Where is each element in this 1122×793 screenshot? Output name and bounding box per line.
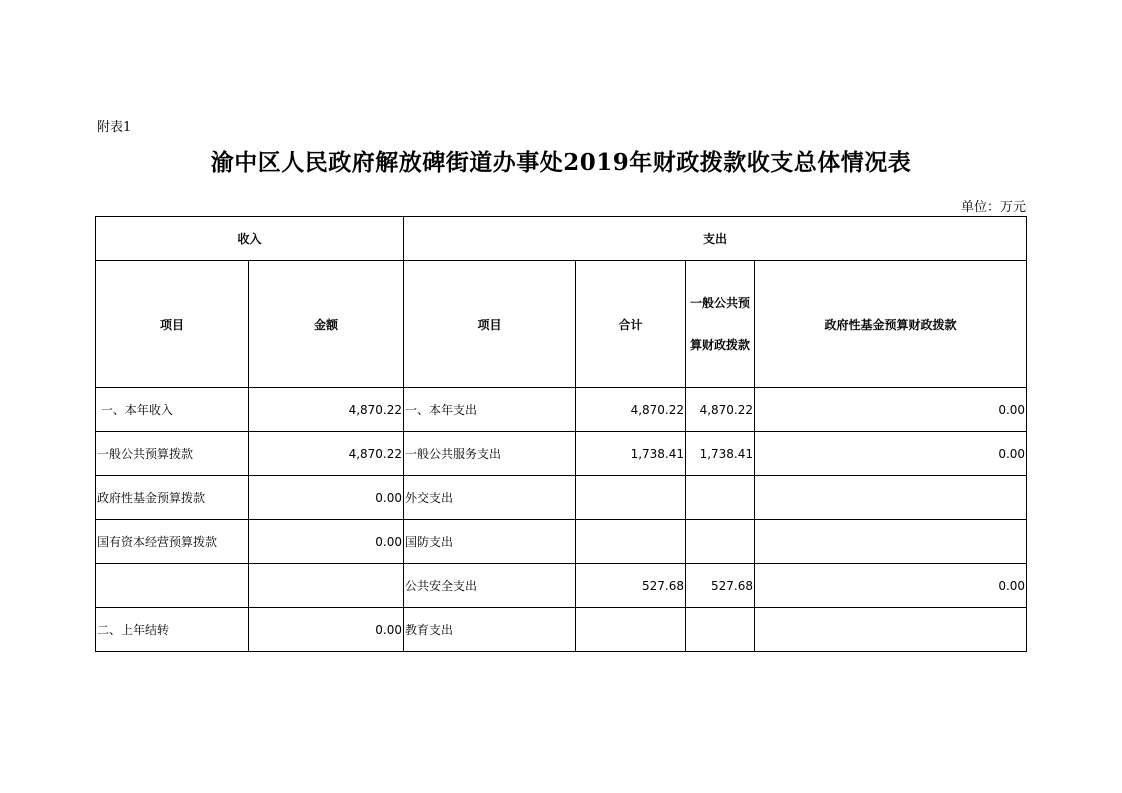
total-cell: [576, 520, 686, 564]
income-item-cell: 二、上年结转: [96, 608, 249, 652]
general-budget-cell: 1,738.41: [686, 432, 755, 476]
income-amount-header: 金额: [249, 261, 404, 388]
income-amount-cell: [249, 564, 404, 608]
gov-fund-cell: 0.00: [755, 388, 1027, 432]
income-amount-cell: 0.00: [249, 520, 404, 564]
income-amount-cell: 4,870.22: [249, 388, 404, 432]
income-item-cell: 一般公共预算拨款: [96, 432, 249, 476]
appendix-label: 附表1: [97, 120, 132, 135]
general-budget-cell: [686, 608, 755, 652]
income-item-cell: 国有资本经营预算拨款: [96, 520, 249, 564]
gov-fund-cell: 0.00: [755, 432, 1027, 476]
income-item-cell: 一、本年收入: [96, 388, 249, 432]
total-header: 合计: [576, 261, 686, 388]
income-group-header: 收入: [96, 217, 404, 261]
general-budget-cell: [686, 476, 755, 520]
income-amount-cell: 4,870.22: [249, 432, 404, 476]
group-header-row: [96, 217, 1027, 261]
general-budget-cell: 4,870.22: [686, 388, 755, 432]
table-row: [96, 476, 1027, 520]
expense-item-cell: 公共安全支出: [404, 564, 576, 608]
table-row: [96, 432, 1027, 476]
gov-fund-header: 政府性基金预算财政拨款: [755, 261, 1027, 388]
unit-label: 单位：万元: [960, 200, 1026, 215]
table-row: [96, 608, 1027, 652]
total-cell: [576, 476, 686, 520]
budget-table: [95, 216, 1027, 652]
income-amount-cell: 0.00: [249, 608, 404, 652]
income-item-cell: 政府性基金预算拨款: [96, 476, 249, 520]
table-row: [96, 520, 1027, 564]
expense-item-cell: 国防支出: [404, 520, 576, 564]
general-budget-cell: [686, 520, 755, 564]
expense-item-cell: 教育支出: [404, 608, 576, 652]
table-row: [96, 564, 1027, 608]
expense-item-cell: 一、本年支出: [404, 388, 576, 432]
table-row: [96, 388, 1027, 432]
gov-fund-cell: [755, 520, 1027, 564]
total-cell: 1,738.41: [576, 432, 686, 476]
general-budget-cell: 527.68: [686, 564, 755, 608]
total-cell: 4,870.22: [576, 388, 686, 432]
income-amount-cell: 0.00: [249, 476, 404, 520]
total-cell: [576, 608, 686, 652]
income-item-header: 项目: [96, 261, 249, 388]
expense-item-header: 项目: [404, 261, 576, 388]
gov-fund-cell: [755, 476, 1027, 520]
document-title: 渝中区人民政府解放碑街道办事处2019年财政拨款收支总体情况表: [210, 149, 912, 176]
expenditure-group-header: 支出: [404, 217, 1027, 261]
expense-item-cell: 外交支出: [404, 476, 576, 520]
column-header-row: [96, 261, 1027, 388]
general-budget-header: 一般公共预算财政拨款: [686, 261, 755, 388]
total-cell: 527.68: [576, 564, 686, 608]
gov-fund-cell: [755, 608, 1027, 652]
expense-item-cell: 一般公共服务支出: [404, 432, 576, 476]
income-item-cell: [96, 564, 249, 608]
gov-fund-cell: 0.00: [755, 564, 1027, 608]
